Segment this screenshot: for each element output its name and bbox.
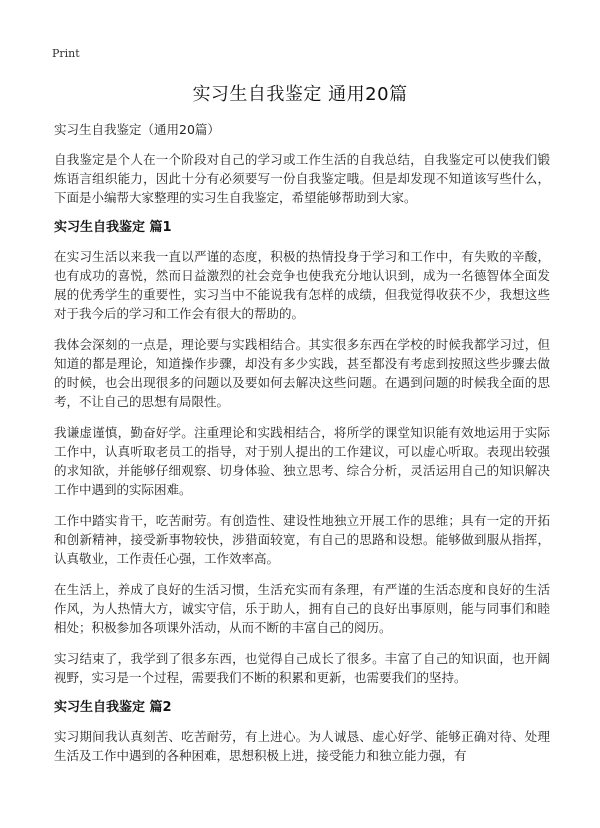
section-paragraph: 我谦虚谨慎，勤奋好学。注重理论和实践相结合，将所学的课堂知识能有效地运用于实际工作中，认真听取老员工的指导，对于别人提出的工作建议，可以虚心听取。表现出较强的求知欲，并能够仔细观察、切身体验、独立思考、综合分析，灵活运用自己的知识解决工作中遇到的实际困难。 [54, 425, 550, 497]
section-1 [54, 219, 550, 687]
document-body [54, 121, 550, 777]
section-heading: 实习生自我鉴定 篇1 [54, 220, 172, 235]
document-subtitle: 实习生自我鉴定（通用20篇） [54, 122, 220, 137]
section-2 [54, 699, 550, 765]
section-paragraph: 实习结束了，我学到了很多东西，也觉得自己成长了很多。丰富了自己的知识面，也开阔视野，实习是一个过程，需要我们不断的积累和更新，也需要我们的坚持。 [54, 651, 550, 685]
section-paragraph: 工作中踏实肯干，吃苦耐劳。有创造性、建设性地独立开展工作的思维；具有一定的开拓和创新精神，接受新事物较快，涉猎面较宽，有自己的思路和设想。能够做到服从指挥，认真敬业，工作责任心强，工作效率高。 [54, 513, 550, 566]
print-link[interactable]: Print [52, 47, 80, 60]
section-paragraph: 我体会深刻的一点是，理论要与实践相结合。其实很多东西在学校的时候我都学习过，但知道的都是理论，知道操作步骤，却没有多少实践，甚至都没有考虑到按照这些步骤去做的时候，也会出现很多的问题以及要如何去解决这些问题。在遇到问题的时候我全面的思考，不让自己的思想有局限性。 [54, 337, 550, 409]
document-title: 实习生自我鉴定 通用20篇 [192, 84, 408, 105]
section-heading: 实习生自我鉴定 篇2 [54, 700, 172, 715]
section-paragraph: 在实习生活以来我一直以严谨的态度，积极的热情投身于学习和工作中，有失败的辛酸，也有成功的喜悦，然而日益激烈的社会竞争也使我充分地认识到，成为一名德智体全面发展的优秀学生的重要性，实习当中不能说我有怎样的成绩，但我觉得收获不少，我想这些对于我今后的学习和工作会有很大的帮助的。 [54, 249, 550, 321]
intro-paragraph: 自我鉴定是个人在一个阶段对自己的学习或工作生活的自我总结，自我鉴定可以使我们锻炼语言组织能力，因此十分有必须要写一份自我鉴定哦。但是却发现不知道该写些什么，下面是小编帮大家整理的实习生自我鉴定，希望能够帮助到大家。 [54, 152, 550, 205]
section-paragraph: 在生活上，养成了良好的生活习惯，生活充实而有条理，有严谨的生活态度和良好的生活作风，为人热情大方，诚实守信，乐于助人，拥有自己的良好出事原则，能与同事们和睦相处；积极参加各项课外活动，从而不断的丰富自己的阅历。 [54, 582, 550, 635]
section-paragraph: 实习期间我认真刻苦、吃苦耐劳，有上进心。为人诚恳、虚心好学、能够正确对待、处理生活及工作中遇到的各种困难，思想积极上进，接受能力和独立能力强，有 [54, 729, 550, 763]
